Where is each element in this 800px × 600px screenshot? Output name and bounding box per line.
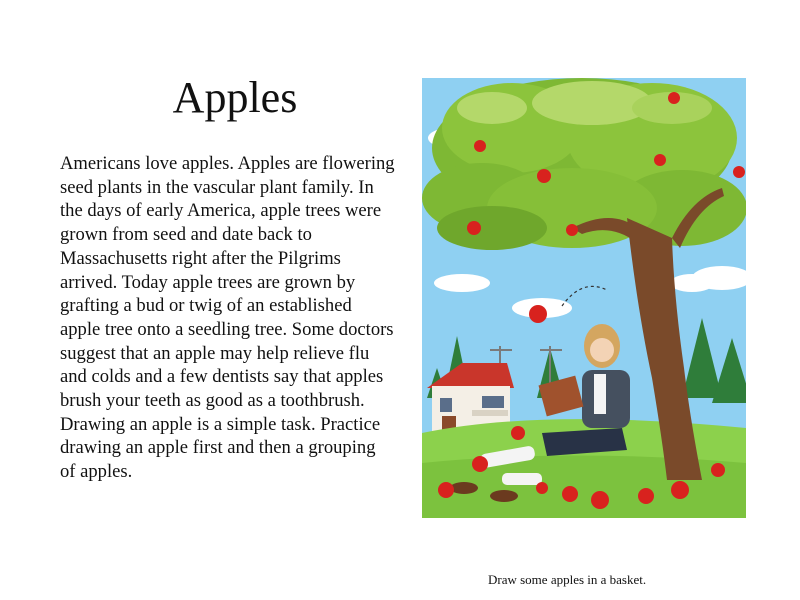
apple-tree-illustration bbox=[422, 78, 746, 518]
body-paragraph: Americans love apples. Apples are flowering seed plants in the vascular plant family. In the days of early America, apple trees were grown from seed and date back to Massachusetts right after the Pilgrims arrived. Today apple trees are grown by grafting a bud or twig of an established apple tree onto a seedling tree. Some doctors suggest that an apple may help relieve flu and colds and a few dentists say that apples brush your teeth as good as a toothbrush. Drawing an apple is a simple task. Practice drawing an apple first and then a grouping of apples. bbox=[60, 153, 395, 483]
page-title: Apples bbox=[172, 73, 298, 122]
drawing-prompt-caption: Draw some apples in a basket. bbox=[488, 572, 647, 587]
